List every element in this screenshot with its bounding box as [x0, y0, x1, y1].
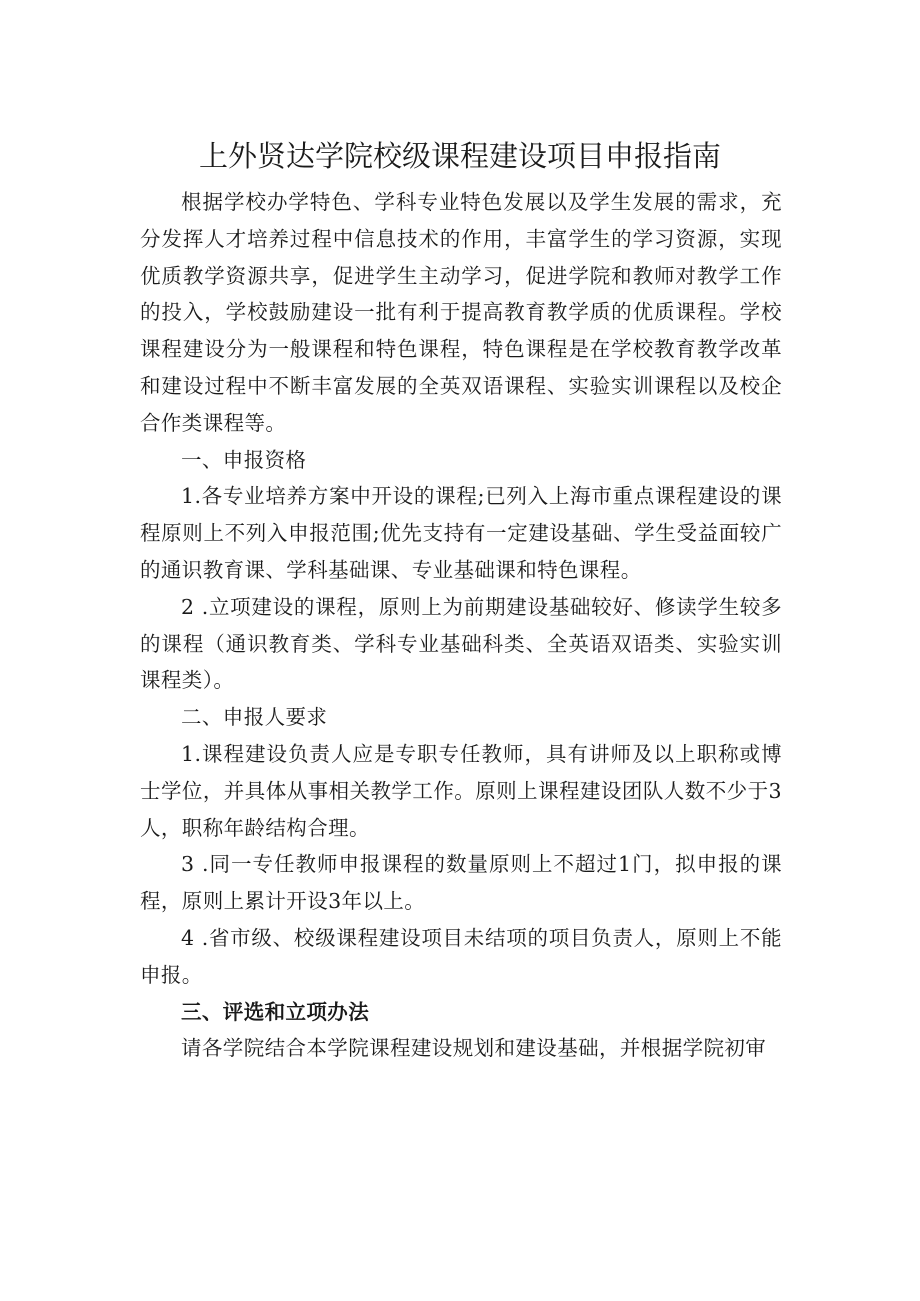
section-2-item-4: 4 .省市级、校级课程建设项目未结项的项目负责人，原则上不能申报。	[140, 925, 782, 987]
section-2-item-3: 3 .同一专任教师申报课程的数量原则上不超过1门，拟申报的课程，原则上累计开设3年以上。	[140, 852, 782, 914]
section-1-item-1: 1.各专业培养方案中开设的课程;已列入上海市重点课程建设的课程原则上不列入申报范围;优先支持有一定建设基础、学生受益面较广的通识教育课、学科基础课、专业基础课和特色课程。	[140, 484, 782, 582]
section-1-heading: 一、申报资格	[181, 447, 307, 472]
section-3-heading: 三、评选和立项办法	[181, 999, 370, 1024]
section-1-item-2: 2 .立项建设的课程，原则上为前期建设基础较好、修读学生较多的课程（通识教育类、学科专业基础科类、全英语双语类、实验实训课程类）。	[140, 594, 782, 693]
section-3-text: 请各学院结合本学院课程建设规划和建设基础，并根据学院初审	[181, 1036, 767, 1061]
document-body	[140, 184, 782, 1067]
section-2-heading: 二、申报人要求	[181, 705, 328, 730]
document-title: 上外贤达学院校级课程建设项目申报指南	[198, 139, 721, 173]
intro-paragraph: 根据学校办学特色、学科专业特色发展以及学生发展的需求，充分发挥人才培养过程中信息技术的作用，丰富学生的学习资源，实现优质教学资源共享，促进学生主动学习，促进学院和教师对教学工作的投入，学校鼓励建设一批有利于提高教育教学质的优质课程。学校课程建设分为一般课程和特色课程，特色课程是在学校教育教学改革和建设过程中不断丰富发展的全英双语课程、实验实训课程以及校企合作类课程等。	[140, 190, 782, 435]
section-2-item-1: 1.课程建设负责人应是专职专任教师，具有讲师及以上职称或博士学位，并具体从事相关教学工作。原则上课程建设团队人数不少于3人，职称年龄结构合理。	[140, 741, 782, 840]
